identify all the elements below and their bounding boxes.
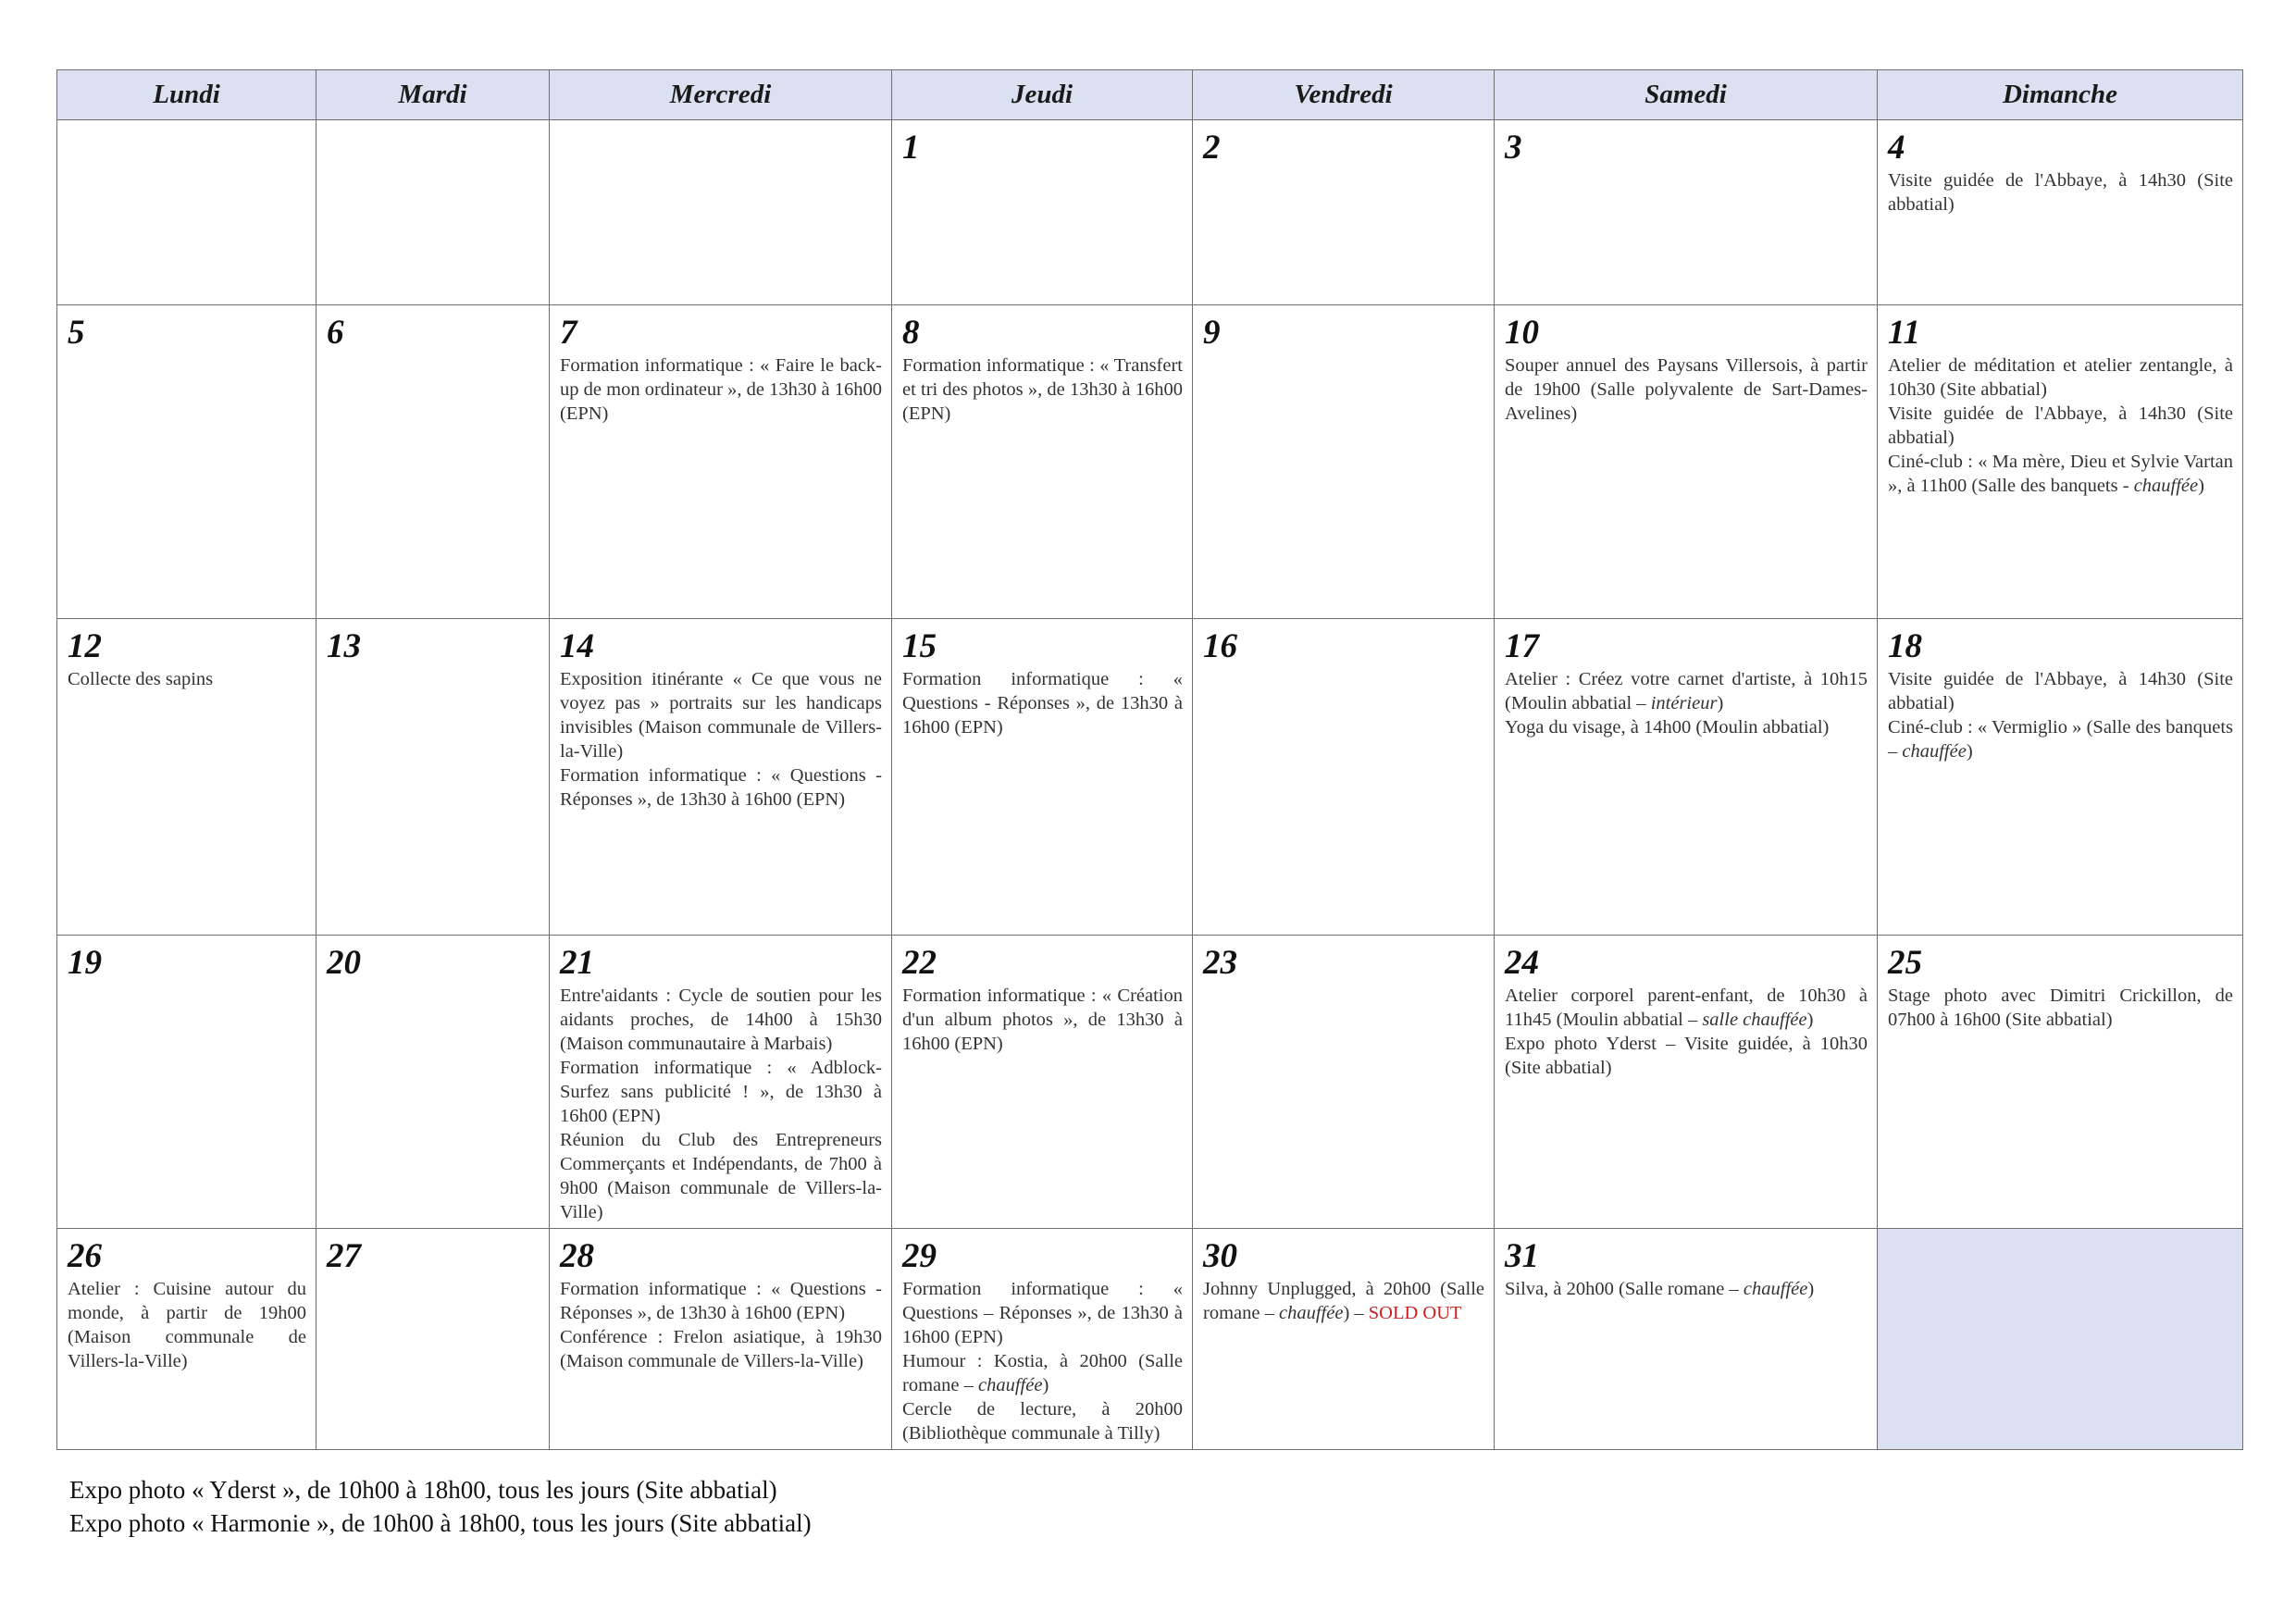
day-cell-31	[1495, 1229, 1878, 1450]
sold-out-label: SOLD OUT	[1368, 1303, 1462, 1323]
week-row-2	[57, 305, 2243, 619]
day-cell-23	[1193, 936, 1495, 1229]
event-item: Formation informatique : « Faire le back-up de mon ordinateur », de 13h30 à 16h00 (EPN)	[560, 355, 882, 424]
event-text: Silva, à 20h00 (Salle romane –	[1505, 1279, 1739, 1299]
event-note: chauffée	[1743, 1279, 1808, 1299]
event-item: Formation informatique : « Questions - Réponses », de 13h30 à 16h00 (EPN)	[560, 1279, 882, 1323]
week-row-3	[57, 619, 2243, 936]
event-item	[902, 1349, 1183, 1397]
day-cell-17	[1495, 619, 1878, 936]
weekday-header-row	[57, 70, 2243, 120]
day-cell-12	[57, 619, 316, 936]
day-number: 9	[1203, 314, 1221, 352]
event-item: Cercle de lecture, à 20h00 (Bibliothèque communale à Tilly)	[902, 1399, 1183, 1444]
event-note: chauffée	[2133, 476, 2199, 496]
weekday-friday: Vendredi	[1193, 70, 1495, 120]
weekday-tuesday: Mardi	[316, 70, 550, 120]
event-item: Atelier de méditation et atelier zentangle, à 10h30 (Site abbatial)	[1888, 355, 2233, 400]
event-item	[1203, 1277, 1484, 1325]
day-number: 5	[68, 314, 85, 352]
day-number: 2	[1203, 129, 1221, 167]
day-number: 30	[1203, 1237, 1237, 1275]
event-item: Collecte des sapins	[68, 669, 214, 689]
event-item: Yoga du visage, à 14h00 (Moulin abbatial)	[1505, 717, 1830, 738]
day-cell-empty	[316, 120, 550, 305]
day-cell-4	[1878, 120, 2243, 305]
day-cell-16	[1193, 619, 1495, 936]
day-number: 14	[560, 627, 594, 665]
event-note: chauffée	[1902, 741, 1967, 762]
day-cell-15	[892, 619, 1193, 936]
day-cell-26	[57, 1229, 316, 1450]
day-cell-28	[550, 1229, 892, 1450]
day-number: 13	[327, 627, 361, 665]
event-item	[1505, 667, 1868, 715]
recurring-event-line: Expo photo « Harmonie », de 10h00 à 18h00, tous les jours (Site abbatial)	[69, 1509, 812, 1537]
event-item: Atelier : Cuisine autour du monde, à partir de 19h00 (Maison communale de Villers-la-Ville)	[68, 1279, 306, 1371]
event-text: )	[1966, 741, 1973, 762]
event-item: Visite guidée de l'Abbaye, à 14h30 (Site abbatial)	[1888, 669, 2233, 713]
event-text: Humour : Kostia, à 20h00 (Salle romane –	[902, 1351, 1183, 1395]
event-text: Ciné-club : « Ma mère, Dieu et Sylvie Vartan », à 11h00 (Salle des banquets -	[1888, 452, 2233, 496]
day-cell-6	[316, 305, 550, 619]
day-cell-5	[57, 305, 316, 619]
day-cell-22	[892, 936, 1193, 1229]
event-item	[1505, 984, 1868, 1032]
event-note: intérieur	[1650, 693, 1718, 713]
day-number: 26	[68, 1237, 102, 1275]
event-item: Stage photo avec Dimitri Crickillon, de 07h00 à 16h00 (Site abbatial)	[1888, 986, 2233, 1030]
day-cell-empty-shaded	[1878, 1229, 2243, 1450]
day-number: 15	[902, 627, 937, 665]
day-cell-empty	[550, 120, 892, 305]
event-item: Formation informatique : « Questions - Réponses », de 13h30 à 16h00 (EPN)	[560, 765, 882, 810]
day-number: 20	[327, 944, 361, 982]
day-number: 21	[560, 944, 594, 982]
day-number: 12	[68, 627, 102, 665]
recurring-event-line: Expo photo « Yderst », de 10h00 à 18h00, tous les jours (Site abbatial)	[69, 1476, 777, 1504]
event-text: Johnny Unplugged, à 20h00 (Salle romane –	[1203, 1279, 1484, 1323]
weekday-saturday: Samedi	[1495, 70, 1878, 120]
day-number: 17	[1505, 627, 1539, 665]
day-number: 27	[327, 1237, 361, 1275]
day-cell-19	[57, 936, 316, 1229]
weekday-thursday: Jeudi	[892, 70, 1193, 120]
weekday-wednesday: Mercredi	[550, 70, 892, 120]
day-cell-3	[1495, 120, 1878, 305]
day-cell-1	[892, 120, 1193, 305]
day-cell-8	[892, 305, 1193, 619]
event-note: chauffée	[1278, 1303, 1344, 1323]
weekday-monday: Lundi	[57, 70, 316, 120]
event-item: Conférence : Frelon asiatique, à 19h30 (Maison communale de Villers-la-Ville)	[560, 1327, 882, 1371]
day-cell-30	[1193, 1229, 1495, 1450]
event-text: ) –	[1343, 1303, 1364, 1323]
month-calendar	[56, 69, 2243, 1450]
day-cell-13	[316, 619, 550, 936]
day-number: 1	[902, 129, 920, 167]
day-cell-25	[1878, 936, 2243, 1229]
weekday-sunday: Dimanche	[1878, 70, 2243, 120]
day-number: 22	[902, 944, 937, 982]
event-item	[1888, 450, 2233, 498]
event-item: Formation informatique : « Questions - Réponses », de 13h30 à 16h00 (EPN)	[902, 669, 1183, 738]
week-row-4	[57, 936, 2243, 1229]
event-item: Souper annuel des Paysans Villersois, à partir de 19h00 (Salle polyvalente de Sart-Dames-Avelines)	[1505, 355, 1868, 424]
event-item: Expo photo Yderst – Visite guidée, à 10h30 (Site abbatial)	[1505, 1034, 1868, 1078]
day-cell-2	[1193, 120, 1495, 305]
day-cell-7	[550, 305, 892, 619]
day-number: 11	[1888, 314, 1920, 352]
day-number: 25	[1888, 944, 1922, 982]
event-item: Visite guidée de l'Abbaye, à 14h30 (Site abbatial)	[1888, 170, 2233, 215]
week-row-5	[57, 1229, 2243, 1450]
day-cell-29	[892, 1229, 1193, 1450]
event-text: Ciné-club : « Vermiglio » (Salle des banquets –	[1888, 717, 2233, 762]
day-cell-empty	[57, 120, 316, 305]
event-item	[1505, 1277, 1868, 1301]
day-cell-21	[550, 936, 892, 1229]
day-number: 8	[902, 314, 920, 352]
day-number: 6	[327, 314, 344, 352]
day-number: 24	[1505, 944, 1539, 982]
day-number: 23	[1203, 944, 1237, 982]
event-item: Visite guidée de l'Abbaye, à 14h30 (Site abbatial)	[1888, 403, 2233, 448]
day-cell-10	[1495, 305, 1878, 619]
day-number: 28	[560, 1237, 594, 1275]
day-cell-20	[316, 936, 550, 1229]
event-text: )	[1042, 1375, 1049, 1395]
day-number: 4	[1888, 129, 1905, 167]
day-cell-9	[1193, 305, 1495, 619]
event-item: Exposition itinérante « Ce que vous ne voyez pas » portraits sur les handicaps invisibles (Maison communale de Villers-la-Ville)	[560, 669, 882, 762]
event-item: Entre'aidants : Cycle de soutien pour les aidants proches, de 14h00 à 15h30 (Maison communautaire à Marbais)	[560, 986, 882, 1054]
event-item: Réunion du Club des Entrepreneurs Commerçants et Indépendants, de 7h00 à 9h00 (Maison communale de Villers-la-Ville)	[560, 1130, 882, 1222]
event-note: salle chauffée	[1702, 1010, 1807, 1030]
day-number: 29	[902, 1237, 937, 1275]
event-item: Formation informatique : « Transfert et tri des photos », de 13h30 à 16h00 (EPN)	[902, 355, 1183, 424]
day-number: 31	[1505, 1237, 1539, 1275]
event-item: Formation informatique : « Adblock- Surfez sans publicité ! », de 13h30 à 16h00 (EPN)	[560, 1058, 882, 1126]
day-cell-27	[316, 1229, 550, 1450]
week-row-1	[57, 120, 2243, 305]
event-text: Atelier corporel parent-enfant, de 10h30 à 11h45 (Moulin abbatial –	[1505, 986, 1868, 1030]
day-cell-11	[1878, 305, 2243, 619]
day-cell-18	[1878, 619, 2243, 936]
event-item: Formation informatique : « Création d'un album photos », de 13h30 à 16h00 (EPN)	[902, 986, 1183, 1054]
event-text: )	[1806, 1010, 1814, 1030]
event-note: chauffée	[977, 1375, 1043, 1395]
day-number: 19	[68, 944, 102, 982]
event-item: Formation informatique : « Questions – Réponses », de 13h30 à 16h00 (EPN)	[902, 1279, 1183, 1347]
event-text: )	[1807, 1279, 1815, 1299]
event-text: Atelier : Créez votre carnet d'artiste, à 10h15 (Moulin abbatial –	[1505, 669, 1868, 713]
day-number: 3	[1505, 129, 1522, 167]
event-text: )	[1717, 693, 1724, 713]
day-number: 18	[1888, 627, 1922, 665]
day-number: 10	[1505, 314, 1539, 352]
day-cell-14	[550, 619, 892, 936]
event-text: )	[2198, 476, 2204, 496]
recurring-events-note	[69, 1473, 812, 1540]
day-cell-24	[1495, 936, 1878, 1229]
day-number: 16	[1203, 627, 1237, 665]
event-item	[1888, 715, 2233, 763]
day-number: 7	[560, 314, 577, 352]
